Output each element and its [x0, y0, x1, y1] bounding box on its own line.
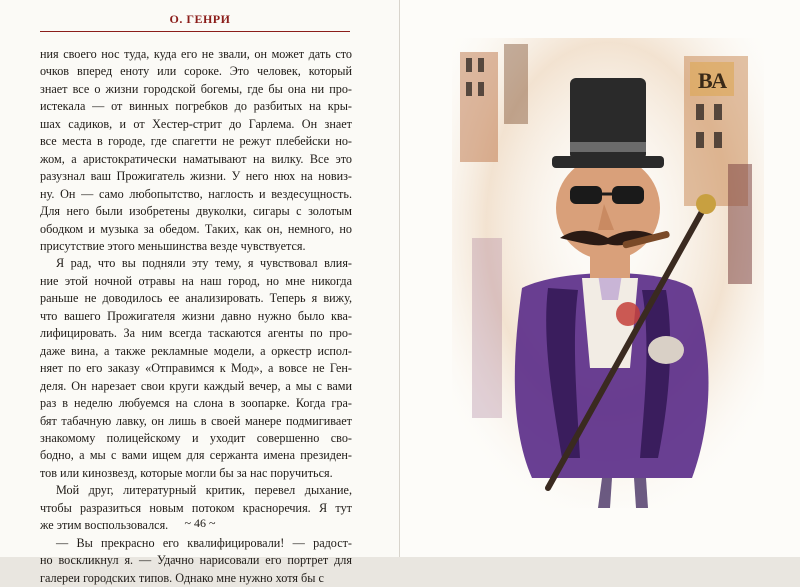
text-line: но воскликнул я. — Удачно нарисовали его портрет для [40, 553, 352, 568]
boutonniere-icon [616, 302, 640, 326]
cane-knob [696, 194, 716, 214]
text-line: деля. Он нарезает свои круги каждый вечер, а мы с вами [40, 378, 352, 393]
text-line: истекала — от винных погребков до разбитых на кры- [40, 99, 352, 114]
text-line: очков вперед еноту или сороке. Это человек, который [40, 64, 352, 79]
text-line: бодно, а мы с вами ищем для сержанта имена президен- [40, 448, 352, 463]
text-line: раньше не доводилось ее анализировать. Теперь я вижу, [40, 291, 352, 306]
text-line: ние этой ночной отравы на наш город, но мне никогда [40, 273, 352, 288]
text-line: жом, а аристократически наматывают на вилку. Все это [40, 151, 352, 166]
header-rule [40, 31, 350, 32]
text-line: знакомому полицейскому и уходит совершенно сво- [40, 430, 352, 445]
sunglasses-left-icon [570, 186, 602, 204]
text-line: шах садиков, и от Хестер-стрит до Гарлема. Он знает [40, 116, 352, 131]
text-line: Мой друг, литературный критик, перевел дыхание, [56, 483, 352, 498]
text-line: — Вы прекрасно его квалифицировали! — радост- [56, 535, 352, 550]
text-line: няет по его заказу «Отправимся к Мод», а вовсе не Ген- [40, 361, 352, 376]
sunglasses-right-icon [612, 186, 644, 204]
left-page [0, 0, 400, 585]
text-line: все места в городе, где спагетти не режут плебейски но- [40, 134, 352, 149]
text-line: присутствие этого меньшинства везде чувствуется. [40, 238, 306, 253]
right-page [400, 0, 800, 557]
illustration-svg [452, 38, 764, 508]
text-line: ободком и музыка за обедом. Таких, как он, немного, но [40, 221, 352, 236]
body-text [40, 46, 352, 587]
page-number: ~ 46 ~ [184, 516, 216, 530]
text-line: тов или кинозвезд, которые могли бы за нас поручиться. [40, 465, 333, 480]
text-line: чтобы разразиться новым потоком красноречия. Я тут [40, 500, 352, 515]
running-head: О. ГЕНРИ [169, 12, 231, 26]
text-line: разузнал ваш Прожигатель жизни. У него нюх на новиз- [40, 169, 352, 184]
shop-sign-text: ВА [698, 68, 728, 93]
text-line: знает все о жизни городской богемы, где бы она ни про- [40, 81, 352, 96]
text-line: ния своего нос туда, куда его не звали, он может дать сто [40, 47, 352, 61]
text-line: же этим воспользовался. [40, 518, 169, 533]
text-line: лифицировать. За ним всегда таскаются агенты по про- [40, 326, 352, 341]
text-line: что вашего Прожигателя жизни давно нужно было ква- [40, 308, 352, 323]
text-line: ну. Он — само любопытство, наглость и вездесущность. [40, 186, 352, 201]
paragraph [40, 535, 352, 587]
gloved-hand [648, 336, 684, 364]
face [556, 156, 660, 260]
text-line: Для него были изобретены двуколки, сигары с золотым [40, 204, 352, 219]
paragraph [40, 46, 352, 255]
text-line: раз в неделю любуемся на слона в зоопарке. Когда гра- [40, 396, 352, 411]
paragraph [40, 255, 352, 482]
dandy-illustration [452, 38, 764, 508]
text-line: даже вина, а также рекламные модели, а оркестр испол- [40, 343, 352, 358]
text-line: галереи городских типов. Однако мне нужно хотя бы с [40, 570, 324, 585]
text-line: Я рад, что вы подняли эту тему, я чувствовал влия- [56, 256, 352, 271]
text-line: бят табачную лавку, он лишь в своей манере подмигивает [40, 413, 352, 428]
